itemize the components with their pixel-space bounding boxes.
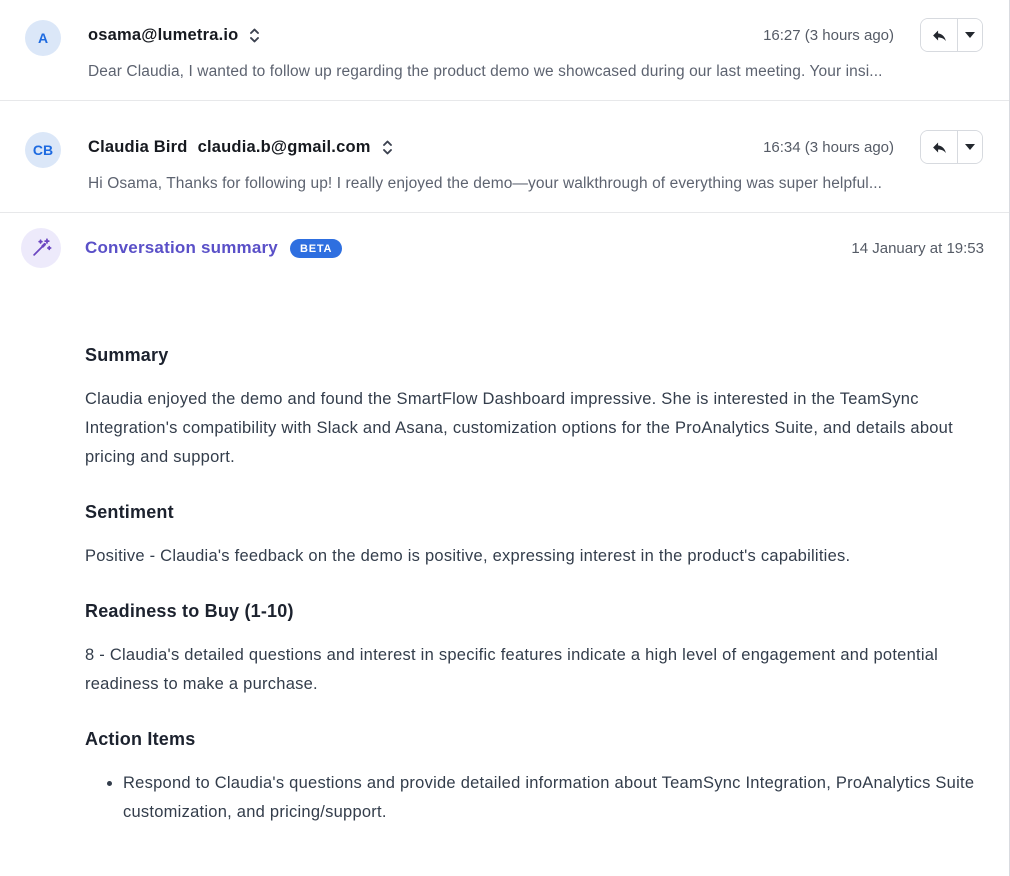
email-timestamp: 16:34 (3 hours ago) — [763, 138, 894, 156]
summary-title: Conversation summary — [85, 238, 278, 257]
email-row-claudia[interactable] — [0, 101, 1009, 212]
email-snippet: Dear Claudia, I wanted to follow up regarding the product demo we showcased during our last meeting. Your insi... — [88, 63, 883, 80]
summary-body — [0, 268, 1009, 827]
email-main — [88, 130, 983, 212]
caret-down-icon — [965, 32, 975, 38]
reply-button-group — [920, 130, 983, 164]
sender-name-text: Claudia Bird — [88, 137, 188, 156]
wand-circle — [21, 228, 61, 268]
unfold-icon[interactable] — [380, 139, 395, 156]
summary-timestamp: 14 January at 19:53 — [851, 239, 984, 257]
email-header — [88, 18, 983, 52]
sender-email-text: claudia.b@gmail.com — [197, 137, 371, 156]
reply-options-button[interactable] — [957, 19, 982, 51]
section-heading-summary: Summary — [85, 345, 169, 365]
reply-button-group — [920, 18, 983, 52]
section-heading-sentiment: Sentiment — [85, 502, 174, 522]
email-header — [88, 130, 983, 164]
reply-options-button[interactable] — [957, 131, 982, 163]
reply-button[interactable] — [921, 131, 957, 163]
sender-email-text: osama@lumetra.io — [88, 25, 239, 44]
section-heading-action-items: Action Items — [85, 729, 196, 749]
action-item: • Respond to Claudia's questions and provide detailed information about TeamSync Integration, ProAnalytics Suite customization, and pricing/support. — [123, 769, 989, 827]
email-row-osama[interactable] — [0, 0, 1009, 100]
reply-icon — [930, 139, 949, 156]
email-timestamp: 16:27 (3 hours ago) — [763, 26, 894, 44]
reply-icon — [930, 27, 949, 44]
unfold-icon[interactable] — [247, 27, 262, 44]
section-paragraph: Claudia enjoyed the demo and found the SmartFlow Dashboard impressive. She is interested in the TeamSync Integration's compatibility with Slack and Asana, customization options for the ProAnalytics Suite, and details about pricing and support. — [85, 390, 953, 466]
summary-header — [0, 213, 1009, 268]
action-items-list — [85, 769, 989, 827]
section-paragraph: Positive - Claudia's feedback on the demo is positive, expressing interest in the product's capabilities. — [85, 547, 851, 565]
avatar: CB — [25, 132, 61, 168]
section-heading-readiness: Readiness to Buy (1-10) — [85, 601, 294, 621]
section-paragraph: 8 - Claudia's detailed questions and interest in specific features indicate a high level of engagement and potential readiness to make a purchase. — [85, 646, 939, 693]
conversation-summary-card — [0, 213, 1009, 827]
caret-down-icon — [965, 144, 975, 150]
reply-button[interactable] — [921, 19, 957, 51]
email-snippet: Hi Osama, Thanks for following up! I really enjoyed the demo—your walkthrough of everything was super helpful... — [88, 175, 883, 192]
beta-badge: BETA — [290, 239, 342, 258]
email-main — [88, 18, 983, 100]
wand-icon — [30, 237, 52, 259]
avatar: A — [25, 20, 61, 56]
